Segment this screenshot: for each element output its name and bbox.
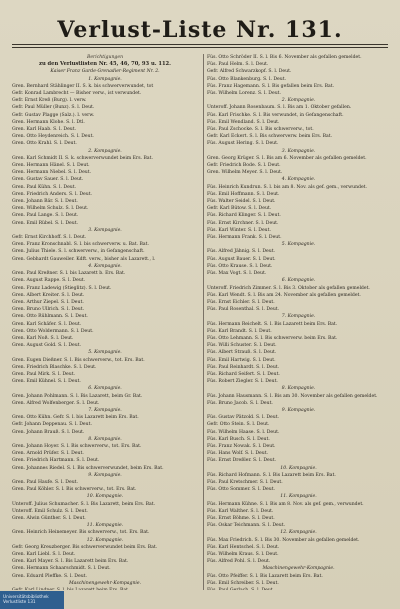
list-entry: Unteroff. Julius Schumacher. S. l. Bis Lazarett, beim Ers. Bat. [12, 501, 156, 507]
list-entry: Gefr. Konrad Lambrecht — Bisher verw., ist verwundet. [12, 91, 142, 97]
list-entry: Gren. Franz Ladewig (Stieglitz). S. l. Deut. [12, 285, 112, 291]
section-heading: Maschinengewehr-Kompagnie. [262, 566, 335, 572]
section-heading: 4. Kompagnie. [88, 263, 122, 269]
section-heading: 10. Kompagnie. [280, 465, 317, 471]
list-entry: Füs. Bruno Jacob. S. l. Deut. [207, 400, 273, 406]
section-heading: 1. Kompagnie. [88, 76, 122, 82]
section-heading: 12. Kompagnie. [280, 530, 317, 536]
list-entry: Füs. Hermann Kühne. S. l. Bis am 8. Nov. als gef. gem., verwundet. [207, 501, 364, 507]
list-entry: Gefr. Karl Bütow. S. l. Deut. [207, 206, 272, 212]
list-entry: Gren. Bernhard Stählinger II. S. k. bis schwerverwundet, tot [12, 83, 154, 89]
list-entry: Gren. Julius Thiele. S. l. schwerverw., in Gefangenschaft. [12, 249, 145, 255]
list-entry: Gren. Wilhelm Schulz. S. l. Deut. [12, 206, 89, 212]
list-entry: Gefr. Paul Müller (Bunz). S. l. Deut. [12, 105, 95, 111]
list-entry: Gren. Hermann Schaarschmidt. S. l. Deut. [12, 566, 111, 572]
section-heading: 8. Kompagnie. [281, 386, 316, 392]
section-heading: 12. Kompagnie. [86, 537, 124, 543]
list-entry: Füs. Karl Winter. S. l. Deut. [207, 227, 271, 233]
list-entry: Füs. Karl Wendt. S. l. Bis am 24. November als gefallen gemeldet. [207, 292, 361, 298]
list-entry: Gren. Gebhardt Gauweiler. Kdft. verw., bisher als Lazarett., l. [12, 256, 156, 262]
section-heading: 9. Kompagnie. [281, 407, 316, 413]
section-heading: 10. Kompagnie. [86, 494, 124, 500]
list-entry: Füs. Alfred Jähnig. S. l. Deut. [207, 249, 276, 255]
title-rule-bottom [12, 47, 388, 48]
list-entry: Füs. Ernst Böhme. S. l. Deut. [207, 516, 275, 521]
list-entry: Gren. Otto Kühn. Gefr. S. l. bis Lazarett beim Ers. Bat. [12, 415, 139, 421]
list-entry: Füs. Hermann Frank. S. l. Deut. [207, 235, 282, 241]
list-entry: Füs. Ernst Eichler. S. l. Deut. [207, 299, 275, 305]
list-entry: Gren. Bruno Ullrich. S. l. Deut. [12, 307, 85, 313]
list-entry: Füs. Hermann Reichelt. S. l. Bis Lazarett beim Ers. Bat. [207, 321, 338, 327]
list-entry: Füs. Wilhelm Lorenz. S. l. Deut. [207, 91, 281, 97]
section-heading: 9. Kompagnie. [88, 472, 122, 478]
list-entry: Füs. Alfred Pohl. S. l. Deut. [207, 559, 271, 565]
list-entry: Unteroff. Emil Schulz. S. l. Deut. [12, 508, 88, 514]
list-entry: Füs. Emil Hoffmann. S. l. Deut. [207, 191, 280, 197]
list-entry: Gren. Paul Lange. S. l. Deut. [12, 213, 79, 219]
list-entry: Gren. Johann Brauß. S. l. Deut. [12, 429, 85, 435]
list-entry: Gefr. Ernst Kreß (Burg). l. verw. [12, 98, 87, 104]
section-heading: 2. Kompagnie. [88, 148, 122, 154]
section-heading: 7. Kompagnie. [88, 407, 122, 413]
section-heading: Berichtigungen [86, 55, 124, 60]
list-entry [12, 587, 198, 590]
list-entry: Füs. Emil Schreiber. S. l. Deut. [207, 580, 279, 586]
list-entry: Füs. Paul Kretschmer. S. l. Deut. [207, 479, 283, 485]
list-entry: Gren. Arthur Ziepel. S. l. Deut. [12, 299, 84, 305]
list-entry: Füs. Ernst Dreßler. S. l. Deut. [207, 458, 277, 464]
section-heading: 4. Kompagnie. [281, 177, 316, 183]
list-entry: Gren. Johann Hoyer. S. l. Bis schwerverw., tot. Ers. Bat. [12, 443, 142, 449]
list-entry: Füs. Otto Lehmann. S. l. Bis schwerverw. beim Ers. Bat. [207, 335, 338, 341]
list-entry: Füs. Albert Strauß. S. l. Deut. [207, 350, 277, 356]
list-entry: Füs. Otto Pfeiffer. S. l. Bis Lazarett beim Ers. Bat. [207, 573, 323, 579]
list-entry: Gren. Karl Haab. S. l. Deut. [12, 127, 77, 133]
list-entry: Gren. Otto Krahl. S. l. Deut. [12, 141, 77, 147]
list-entry: Füs. Willi Schuster. S. l. Deut. [207, 343, 277, 349]
list-entry: Gren. Eduard Pleffke. S. l. Deut. [12, 573, 87, 579]
list-entry: Gren. Karl Liebl. S. l. Deut. [12, 552, 76, 558]
section-heading: 5. Kompagnie. [88, 350, 122, 356]
list-entry: Gefr. Gustav Plagge (Salz.). l. verw. [12, 112, 95, 118]
right-text-column [203, 54, 390, 590]
list-entry: Gren. Emil Kühnel. S. l. Deut. [12, 379, 81, 385]
list-entry: Füs. Oskar Teichmann. S. l. Deut. [207, 523, 286, 529]
list-entry: Füs. Emil Hartwig. S. l. Deut. [207, 357, 276, 363]
list-entry: Füs. August Hering. S. l. Deut. [207, 141, 279, 147]
list-entry: Füs. Otto Sommer. S. l. Deut. [207, 487, 276, 493]
section-heading: 8. Kompagnie. [88, 436, 122, 442]
list-entry: Gren. Karl Mayer. S. l. Bis Lazarett beim Ers. Bat. [12, 559, 129, 565]
list-entry: Gren. Otto Woldermann. S. l. Deut. [12, 328, 94, 334]
list-entry: Füs. Karl Walther. S. l. Deut. [207, 508, 274, 514]
list-entry: Füs. Wilhelm Kraus. S. l. Deut. [207, 552, 279, 558]
list-entry: Füs. Hans Wolf. S. l. Deut. [207, 451, 269, 457]
list-entry: Gren. Johannes Riedel. S. l. Bis schwerverwundet, beim Ers. Bat. [12, 465, 164, 471]
list-entry: Füs. Gustav Pätzold. S. l. Deut. [207, 415, 279, 421]
list-entry: Gefr. Georg Kreuzberger. Bis schwerverwundet beim Ers. Bat. [12, 544, 158, 550]
list-entry: Füs. Richard Klinger. S. l. Deut. [207, 213, 281, 219]
list-entry: Füs. Richard Seifert. S. l. Deut. [207, 371, 280, 377]
list-entry: Füs. Heinrich Kundrun. S. l. bis am 8. Nov. als gef. gem., verwundet. [207, 184, 367, 190]
list-entry: Füs. Karl Hentschel. S. l. Deut. [207, 544, 280, 550]
section-heading: 11. Kompagnie. [280, 494, 317, 500]
list-entry: Füs. Otto Blankenburg. S. l. Deut. [207, 76, 287, 82]
list-entry: Gren. Karl Schäfer. S. l. Deut. [12, 321, 82, 327]
section-heading: Maschinengewehr-Kompagnie. [68, 580, 142, 586]
list-entry: Füs. Emil Wendland. S. l. Deut. [207, 119, 280, 125]
section-heading: 5. Kompagnie. [281, 242, 316, 248]
section-heading: zu den Verlustlisten Nr. 45, 46, 70, 93 u. 112. [39, 61, 171, 68]
list-entry: Gefr. Johann Deppenau. S. l. Deut. [12, 422, 92, 428]
list-entry: Gren. Wilhelm Meyer. S. l. Deut. [207, 170, 283, 176]
list-entry: Gren. Karl Noß. S. l. Deut. [12, 335, 74, 341]
section-heading: 11. Kompagnie. [86, 523, 124, 529]
list-entry: Füs. Johann Hausmann. S. l. Bis am 30. November als gefallen gemeldet. [207, 393, 378, 399]
list-entry: Gren. Johann Pohlmann. S. l. Bis Lazarett, beim Gr. Bat. [12, 393, 143, 399]
list-entry: Füs. Paul Helm. S. l. Deut. [207, 62, 269, 68]
list-entry: Gren. Hermann Klohe. S. l. Dtl. [12, 119, 85, 125]
list-entry: Füs. Robert Ziegler. S. l. Deut. [207, 379, 278, 385]
list-entry: Füs. Walter Seidel. S. l. Deut. [207, 199, 276, 205]
list-entry: Gren. August Rappe. S. l. Deut. [12, 278, 86, 284]
list-entry: Füs. Karl Brandt. S. l. Deut. [207, 328, 272, 334]
list-entry: Füs. Richard Hofmann. S. l. Bis Lazarett beim Ers. Bat. [207, 472, 336, 478]
list-entry: Gren. Hermann Hänel. S. l. Deut. [12, 163, 90, 169]
list-entry: Gren. Karl Schmidt II. S. k. schwerverwundet beim Ers. Bat. [12, 155, 153, 161]
list-entry: Gren. Georg Krüger. S. l. Bis am 6. November als gefallen gemeldet. [207, 155, 367, 161]
library-badge-line1: Universitätsbibliothek [3, 594, 49, 599]
list-entry: Füs. Otto Schröder II. S. l. Bis 6. November als gefallen gemeldet. [207, 55, 362, 60]
list-entry: Gren. Albert Kreiter. S. l. Deut. [12, 292, 85, 298]
list-entry: Unteroff. Johann Rosenbaum. S. l. Bis am 1. Oktober gefallen. [207, 105, 352, 111]
list-entry: Füs. Paul Reinhardt. S. l. Deut. [207, 364, 280, 370]
list-entry: Füs. Max Friedrich. S. l. Bis 30. November als gefallen gemeldet. [207, 537, 360, 543]
list-entry: Füs. Franz Nowak. S. l. Deut. [207, 443, 276, 449]
list-entry: Füs. Paul Zschocke. S. l. Bis schwerverw., tot. [207, 127, 314, 133]
list-entry: Gren. Arnold Prüfer. S. l. Deut. [12, 451, 84, 457]
section-heading: 6. Kompagnie. [281, 278, 316, 284]
list-entry: Füs. Wilhelm Haase. S. l. Deut. [207, 429, 280, 435]
page-title: Verlust-Liste Nr. 131. [57, 17, 343, 43]
list-entry: Füs. Karl Frischke. S. l. Bis verwundet, in Gefangenschaft. [207, 112, 344, 118]
list-entry: Füs. Otto Krause. S. l. Deut. [207, 263, 273, 269]
list-entry: Gefr. Karl Eckert. S. l. Bis schwerverw. beim Ers. Bat. [207, 134, 333, 140]
library-badge [0, 591, 64, 609]
list-entry: Füs. Paul Rosenthal. S. l. Deut. [207, 307, 280, 313]
list-entry: Gefr. Friedrich Bode. S. l. Deut. [207, 163, 281, 169]
list-entry: Gefr. Alfred Schwarzkopf. S. l. Deut. [207, 69, 292, 75]
list-entry: Gren. Otto Heydenreich. S. l. Deut. [12, 134, 94, 140]
list-entry: Gren. Hermann Niebel. S. l. Deut. [12, 170, 92, 176]
list-entry: Füs. Karl Busch. S. l. Deut. [207, 436, 270, 442]
section-heading: 3. Kompagnie. [281, 148, 316, 154]
section-heading: Kaiser Franz Garde-Grenadier-Regiment Nr. 2. [50, 69, 160, 75]
list-entry: Füs. Ernst Kirchner. S. l. Deut. [207, 220, 279, 226]
list-entry: Gren. Alfred Wolfenberger. S. l. Deut. [12, 400, 100, 406]
section-heading: 2. Kompagnie. [281, 98, 316, 104]
list-entry: Gren. Paul Köhler. S. l. Bis schwerverw., tot. Ers. Bat. [12, 487, 137, 493]
title-rule-top [12, 44, 388, 45]
list-entry: Gefr. Ernst Kirchhoff. S. l. Deut. [12, 235, 87, 241]
list-entry: Gren. Friedrich Anders. S. l. Deut. [12, 191, 93, 197]
list-entry: Gren. Paul Haufe. S. l. Deut. [12, 479, 78, 485]
list-entry: Gefr. Otto Stein. S. l. Deut. [207, 422, 270, 428]
list-entry: Gren. Otto Rühlmann. S. l. Deut. [12, 314, 88, 320]
list-entry: Füs. Max Vogt. S. l. Deut. [207, 271, 267, 277]
section-heading: 3. Kompagnie. [88, 227, 122, 233]
list-entry: Gren. Eugen Dießner. S. l. Bis schwerverw., tot. Ers. Bat. [12, 357, 145, 363]
list-entry: Gren. Emil Rübel. S. l. Deut. [12, 220, 78, 226]
list-entry: Gren. Alwin Günther. S. l. Deut. [12, 516, 86, 521]
list-entry: Gren. August Gold. S. l. Deut. [12, 343, 82, 349]
list-entry: Gren. Franz Kronschnabl. S. l. bis schwerverw. u. Bat. Bat. [12, 242, 149, 248]
list-entry: Gren. Friedrich Hartmann. S. l. Deut. [12, 458, 100, 464]
list-entry: Gren. Heinrich Heinemeyer. Bis schwerverw., tot. Ers. Bat. [12, 530, 150, 536]
library-badge-line2: Verlustliste 131 [3, 599, 36, 604]
list-entry: Gren. Paul Mirk. S. l. Deut. [12, 371, 76, 377]
list-entry: Gren. Paul Kühn. S. l. Deut. [12, 184, 77, 190]
list-entry: Gren. Gustav Sauer. S. l. Deut. [12, 177, 84, 183]
left-text-column [12, 54, 198, 590]
list-entry: Füs. August Bauer. S. l. Deut. [207, 256, 276, 262]
section-heading: 6. Kompagnie. [88, 386, 122, 392]
list-entry: Unteroff. Friedrich Zimmer. S. l. Bis 3. Oktober als gefallen gemeldet. [207, 285, 370, 291]
list-entry: Gren. Johann Bär. S. l. Deut. [12, 199, 78, 205]
list-entry: Gren. Friedrich Blaschke. S. l. Deut. [12, 364, 97, 370]
list-entry: Gren. Paul Kreßner. S. l. bis Lazarett b. Ers. Bat. [12, 271, 126, 277]
list-entry [207, 587, 390, 590]
list-entry: Füs. Franz Hagemann. S. l. Bis gefallen beim Ers. Bat. [207, 83, 335, 89]
section-heading: 7. Kompagnie. [281, 314, 316, 320]
